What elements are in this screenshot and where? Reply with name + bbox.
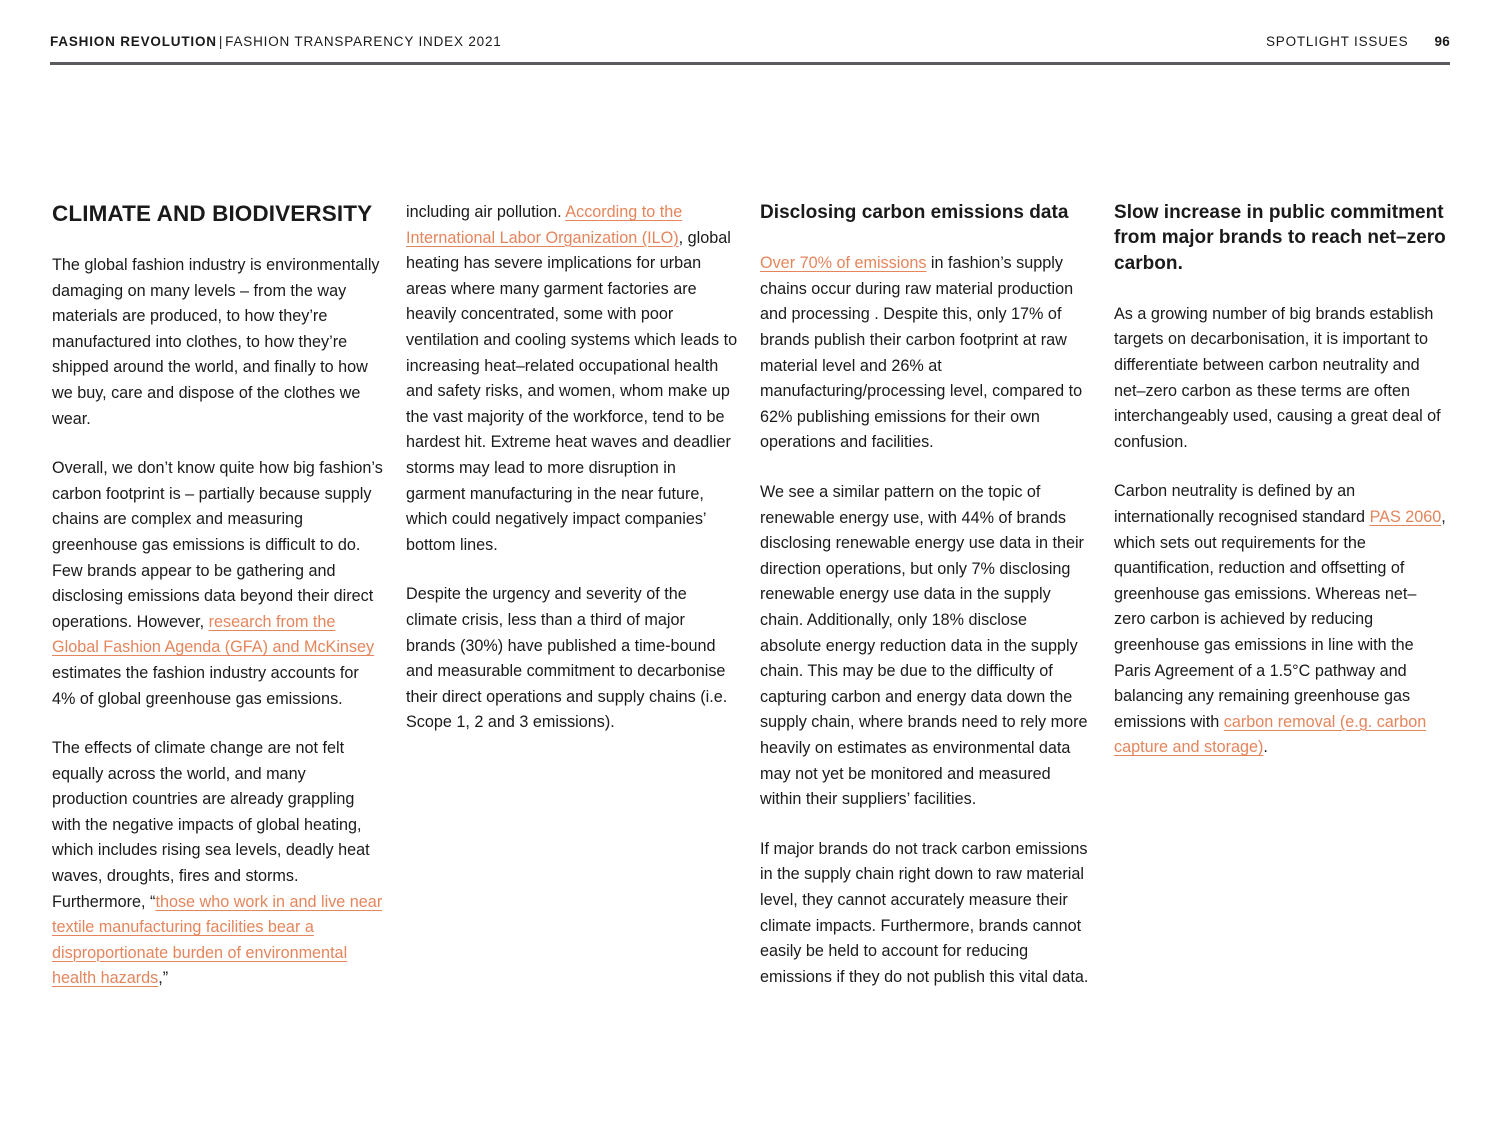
paragraph-text: estimates the fashion industry accounts for 4% of global greenhouse gas emissions. [52,663,359,708]
paragraph-text: If major brands do not track carbon emissions in the supply chain right down to raw material level, they cannot accurately measure their climate impacts. Furthermore, brands cannot easily be held to account for reducing emissions if they do not publish this vital data. [760,839,1089,986]
document-title: FASHION TRANSPARENCY INDEX 2021 [225,34,502,49]
text-column-3 [760,200,1092,992]
body-paragraph [760,480,1092,813]
paragraph-text: The global fashion industry is environmentally damaging on many levels – from the way materials are produced, to how they’re manufactured into clothes, to how they’re shipped around the world, and finally to how we buy, care and dispose of the clothes we wear. [52,256,380,428]
text-column-1 [52,200,384,992]
body-paragraph [760,837,1092,991]
paragraph-text: . [1263,738,1268,757]
header-divider-rule [50,62,1450,65]
header-separator: | [218,34,224,49]
running-header [50,34,1450,49]
page-number: 96 [1434,34,1450,49]
section-heading: CLIMATE AND BIODIVERSITY [52,201,373,226]
inline-hyperlink[interactable]: research from the Global Fashion Agenda (GFA) and McKinsey [52,612,375,657]
inline-hyperlink[interactable]: PAS 2060 [1369,507,1442,526]
paragraph-text: The effects of climate change are not felt equally across the world, and many production countries are already grappling with the negative impacts of global heating, which includes rising sea levels, deadly heat waves, droughts, fires and storms. Furthermore, “ [52,739,370,911]
paragraph-text: Despite the urgency and severity of the climate crisis, less than a third of major brands (30%) have published a time-bound and measurable commitment to decarbonise their direct operations and supply chains (i.e. Scope 1, 2 and 3 emissions). [406,585,728,732]
paragraph-text: As a growing number of big brands establish targets on decarbonisation, it is important to differentiate between carbon neutrality and net–zero carbon as these terms are often interchangeably used, causing a great deal of confusion. [1114,304,1441,451]
paragraph-text: , global heating has severe implications for urban areas where many garment factories are heavily concentrated, some with poor ventilation and cooling systems which leads to increasing heat–related occupational health and safety risks, and women, whom make up the vast majority of the workforce, tend to be hardest hit. Extreme heat waves and deadlier storms may lead to more disruption in garment manufacturing in the near future, which could negatively impact companies’ bottom lines. [406,228,738,554]
paragraph-text: , which sets out requirements for the quantification, reduction and offsetting of greenhouse gas emissions. Whereas net–zero carbon is achieved by reducing greenhouse gas emissions in line with the Paris Agreement of a 1.5°C pathway and balancing any remaining greenhouse gas emissions with [1114,507,1446,731]
paragraph-text: Overall, we don’t know quite how big fashion’s carbon footprint is – partially because supply chains are complex and measuring greenhouse gas emissions is difficult to do. Few brands appear to be gathering and disclosing emissions data beyond their direct operations. However, [52,459,383,631]
paragraph-text: We see a similar pattern on the topic of renewable energy use, with 44% of brands disclosing renewable energy use data in their direction operations, but only 7% disclosing renewable energy use data in the supply chain. Additionally, only 18% disclose absolute energy reduction data in the supply chain. This may be due to the difficulty of capturing carbon and energy data down the supply chain, where brands need to rely more heavily on estimates as environmental data may not yet be monitored and measured within their suppliers’ facilities. [760,483,1088,809]
paragraph-text: ,” [158,969,169,988]
publication-brand: FASHION REVOLUTION [50,34,217,49]
section-name: SPOTLIGHT ISSUES [1265,34,1409,49]
paragraph-text: including air pollution. [406,203,566,221]
text-column-grid [52,200,1450,992]
inline-hyperlink[interactable]: Over 70% of emissions [760,254,927,273]
body-paragraph [52,736,384,992]
paragraph-text: Carbon neutrality is defined by an internationally recognised standard [1114,482,1370,526]
header-left-block [50,34,502,49]
body-paragraph [52,253,384,432]
inline-hyperlink[interactable]: those who work in and live near textile manufacturing facilities bear a disproportionate burden of environmental health hazards [52,892,383,988]
subsection-heading: Slow increase in public commitment from major brands to reach net–zero carbon. [1114,202,1446,274]
body-paragraph [1114,302,1446,456]
body-paragraph [760,251,1092,456]
subsection-heading: Disclosing carbon emissions data [760,202,1069,223]
body-paragraph [52,456,384,712]
inline-hyperlink[interactable]: According to the International Labor Organization (ILO) [406,203,683,247]
paragraph-text: in fashion’s supply chains occur during raw material production and processing . Despite this, only 17% of brands publish their carbon footprint at raw material level and 26% at manufacturing/processing level, compared to 62% publishing emissions for their own operations and facilities. [760,254,1083,452]
body-paragraph [406,200,738,558]
text-column-2 [406,200,738,992]
body-paragraph [406,582,738,736]
header-right-block [1266,34,1450,49]
text-column-4 [1114,200,1446,992]
body-paragraph [1114,479,1446,761]
inline-hyperlink[interactable]: carbon removal (e.g. carbon capture and storage) [1114,712,1427,757]
